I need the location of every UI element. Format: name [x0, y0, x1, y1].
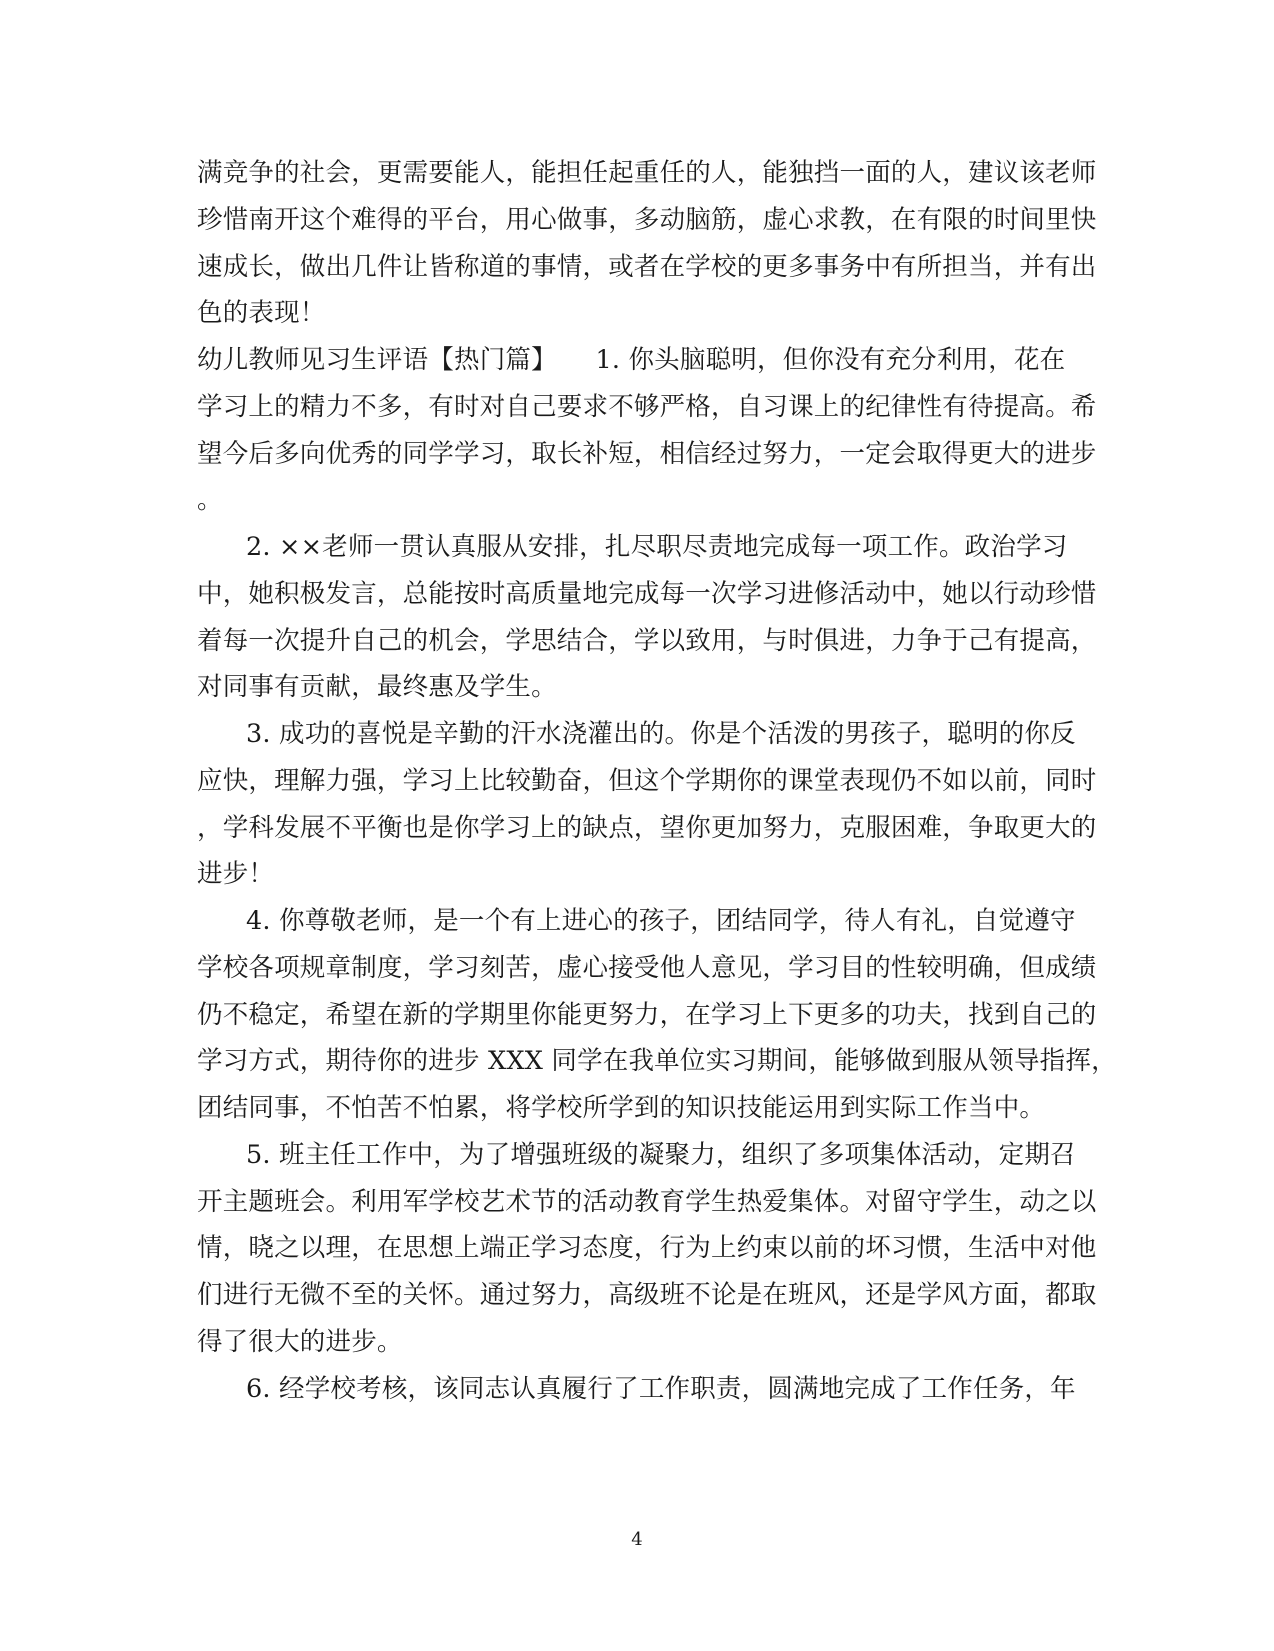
text-line: 珍惜南开这个难得的平台，用心做事，多动脑筋，虚心求教，在有限的时间里快 [197, 205, 1097, 235]
paragraph-start-line: 5. 班主任工作中，为了增强班级的凝聚力，组织了多项集体活动，定期召 [246, 1140, 1076, 1170]
text-line: 情，晓之以理，在思想上端正学习态度，行为上约束以前的坏习惯，生活中对他 [197, 1233, 1097, 1263]
text-line: 进步！ [197, 859, 275, 889]
text-line: 得了很大的进步。 [197, 1327, 403, 1357]
text-line: 仍不稳定，希望在新的学期里你能更努力，在学习上下更多的功夫，找到自己的 [197, 1000, 1097, 1030]
paragraph-start-line: 6. 经学校考核，该同志认真履行了工作职责，圆满地完成了工作任务，年 [246, 1374, 1076, 1404]
text-line: 学习方式，期待你的进步 XXX 同学在我单位实习期间，能够做到服从领导指挥， [197, 1046, 1117, 1076]
page-number: 4 [631, 1529, 643, 1550]
paragraph-start-line: 3. 成功的喜悦是辛勤的汗水浇灌出的。你是个活泼的男孩子，聪明的你反 [246, 719, 1076, 749]
text-line: 中，她积极发言，总能按时高质量地完成每一次学习进修活动中，她以行动珍惜 [197, 579, 1097, 609]
text-line: 望今后多向优秀的同学学习，取长补短，相信经过努力，一定会取得更大的进步 [197, 439, 1097, 469]
text-line: 学习上的精力不多，有时对自己要求不够严格，自习课上的纪律性有待提高。希 [197, 392, 1097, 422]
text-line: 着每一次提升自己的机会，学思结合，学以致用，与时俱进，力争于己有提高， [197, 626, 1097, 656]
text-line: 对同事有贡献，最终惠及学生。 [197, 672, 557, 702]
paragraph-start-line: 2. ××老师一贯认真服从安排，扎尽职尽责地完成每一项工作。政治学习 [246, 532, 1068, 562]
text-line: 色的表现！ [197, 298, 326, 328]
paragraph-start-line: 4. 你尊敬老师，是一个有上进心的孩子，团结同学，待人有礼，自觉遵守 [246, 906, 1076, 936]
text-line: 团结同事，不怕苦不怕累，将学校所学到的知识技能运用到实际工作当中。 [197, 1093, 1046, 1123]
text-line: 学校各项规章制度，学习刻苦，虚心接受他人意见，学习目的性较明确，但成绩 [197, 953, 1097, 983]
text-line: 们进行无微不至的关怀。通过努力，高级班不论是在班风，还是学风方面，都取 [197, 1280, 1097, 1310]
section-heading-line: 幼儿教师见习生评语【热门篇】 1. 你头脑聪明，但你没有充分利用，花在 [197, 345, 1066, 375]
text-line: 速成长，做出几件让皆称道的事情，或者在学校的更多事务中有所担当，并有出 [197, 252, 1097, 282]
text-line: 。 [197, 485, 223, 515]
text-line: 开主题班会。利用军学校艺术节的活动教育学生热爱集体。对留守学生，动之以 [197, 1187, 1097, 1217]
text-line: 应快，理解力强，学习上比较勤奋，但这个学期你的课堂表现仍不如以前，同时 [197, 766, 1097, 796]
text-line: ，学科发展不平衡也是你学习上的缺点，望你更加努力，克服困难，争取更大的 [197, 813, 1097, 843]
text-line: 满竞争的社会，更需要能人，能担任起重任的人，能独挡一面的人，建议该老师 [197, 158, 1097, 188]
